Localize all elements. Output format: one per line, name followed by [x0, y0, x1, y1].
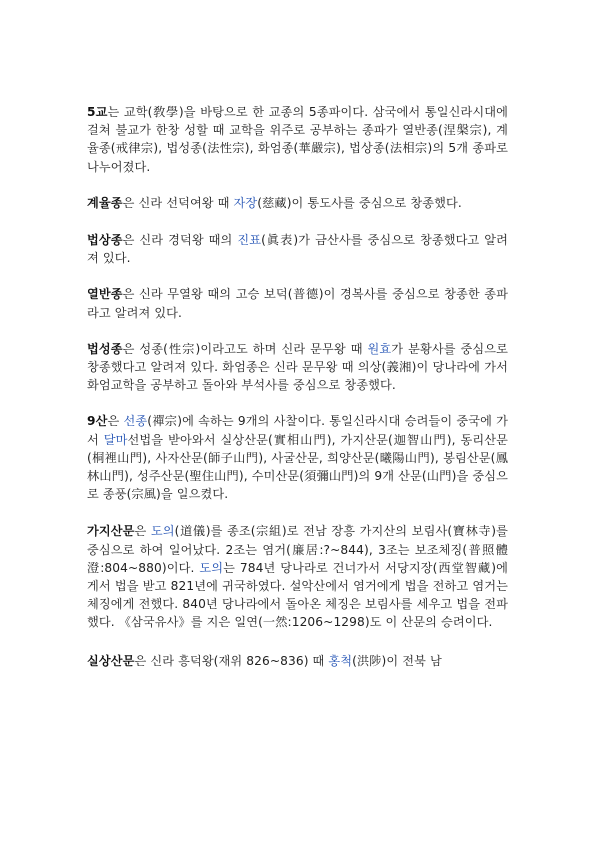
paragraph-text: 는 교학(敎學)을 바탕으로 한 교종의 5종파이다. 삼국에서 통일신라시대에 걸쳐 불교가 한창 성할 때 교학을 위주로 공부하는 종파가 열반종(涅槃宗), 계율종(戒律宗), 법성종(法性宗), 화엄종(華嚴宗), 법상종(法相宗)의 5개 종파로 나누어졌다. — [87, 105, 508, 174]
paragraph-text: (眞表)가 금산사를 중심으로 창종했다고 알려져 있다. — [87, 233, 508, 266]
paragraph-text: (禪宗)에 속하는 9개의 사찰이다. 통일신라시대 승려들이 중국에 가서 — [87, 414, 508, 447]
paragraph-yeolbanjong — [87, 285, 508, 321]
paragraph-text: 은 신라 경덕왕 때의 — [122, 233, 238, 248]
paragraph-text: 선법을 받아와서 실상산문(實相山門), 가지산문(迦智山門), 동리산문(桐裡山門), 사자산문(師子山門), 사굴산문, 희양산문(曦陽山門), 봉림산문(鳳林山門), 성주산문(聖住山門), 수미산문(須彌山門)의 9개 산문(山門)을 중심으로 종풍(宗風)을 일으켰다. — [87, 432, 508, 502]
paragraph-gyeyulsong — [87, 194, 508, 212]
paragraph-text: 은 성종(性宗)이라고도 하며 신라 문무왕 때 — [122, 341, 368, 356]
paragraph-text: (慈藏)이 통도사를 중심으로 창종했다. — [257, 195, 462, 210]
term-heading: 열반종 — [87, 287, 123, 302]
document-body — [87, 103, 508, 689]
paragraph-5gyo — [87, 103, 508, 176]
hyperlink[interactable]: 선종 — [123, 414, 148, 429]
hyperlink[interactable]: 자장 — [233, 195, 258, 210]
paragraph-gajisanmun — [87, 522, 508, 631]
term-heading: 가지산문 — [87, 524, 135, 539]
paragraph-9san — [87, 412, 508, 503]
paragraph-text: 은 신라 선덕여왕 때 — [122, 195, 234, 210]
hyperlink[interactable]: 원효 — [367, 341, 392, 356]
paragraph-text: (洪陟)이 전북 남 — [352, 653, 442, 668]
paragraph-text: 은 신라 무열왕 때의 고승 보덕(普德)이 경복사를 중심으로 창종한 종파라고 알려져 있다. — [87, 287, 508, 320]
hyperlink[interactable]: 달마 — [103, 432, 128, 447]
paragraph-text: 은 신라 흥덕왕(재위 826~836) 때 — [134, 653, 329, 668]
term-heading: 법성종 — [87, 341, 123, 356]
paragraph-text: 은 — [134, 524, 151, 539]
term-heading: 법상종 — [87, 233, 123, 248]
paragraph-beopseongjong — [87, 340, 508, 395]
term-heading: 계율종 — [87, 195, 123, 210]
paragraph-text: 는 784년 당나라로 건너가서 서당지장(西堂智藏)에게서 법을 받고 821년에 귀국하였다. 설악산에서 염거에게 법을 전하고 염거는 체징에게 전했다. 840년 당나라에서 돌아온 체징은 보림사를 세우고 법을 전파했다. 《삼국유사》를 지은 일연(一然:1206~1298)도 이 산문의 승려이다. — [87, 560, 509, 630]
paragraph-beopsangjong — [87, 231, 508, 267]
paragraph-text: 은 — [107, 414, 124, 429]
paragraph-text: (道儀)를 종조(宗組)로 전남 장흥 가지산의 보림사(寶林寺)를 중심으로 하여 일어났다. 2조는 염거(廉居:?~844), 3조는 보조체징(普照體澄:804~880)이다. — [87, 524, 508, 575]
paragraph-silsangsanmun — [87, 652, 508, 670]
hyperlink[interactable]: 도의 — [150, 524, 175, 539]
hyperlink[interactable]: 진표 — [237, 233, 262, 248]
hyperlink[interactable]: 홍척 — [328, 653, 353, 668]
term-heading: 9산 — [87, 414, 108, 429]
paragraph-text: 가 분황사를 중심으로 창종했다고 알려져 있다. 화엄종은 신라 문무왕 때 의상(義湘)이 당나라에 가서 화엄교학을 공부하고 돌아와 부석사를 중심으로 창종했다. — [87, 341, 508, 393]
term-heading: 5교 — [87, 105, 108, 119]
hyperlink[interactable]: 도의 — [199, 560, 224, 575]
term-heading: 실상산문 — [87, 653, 135, 668]
